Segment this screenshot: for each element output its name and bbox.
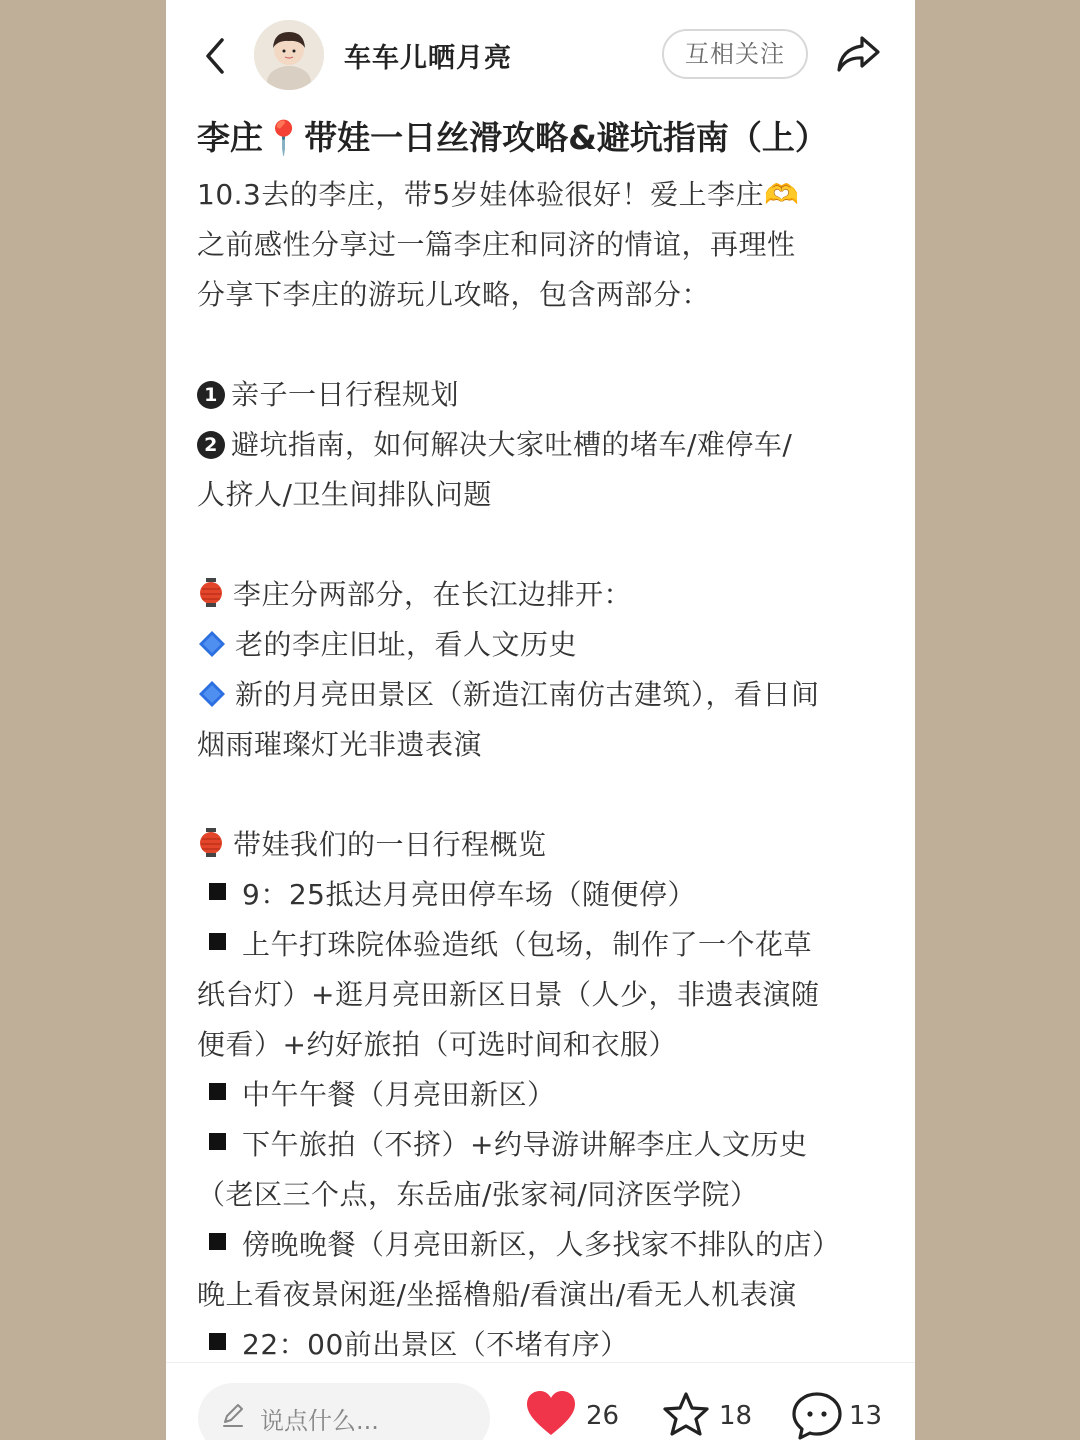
comment-input[interactable] <box>198 1383 490 1440</box>
favorite-button[interactable] <box>661 1391 771 1440</box>
list-item-text: 新的月亮田景区（新造江南仿古建筑），看日间 <box>235 678 820 711</box>
lantern-icon <box>197 827 225 859</box>
comment-count: 13 <box>849 1401 883 1431</box>
section-heading <box>197 570 887 620</box>
like-count: 26 <box>586 1401 620 1431</box>
blue-diamond-icon <box>197 629 227 659</box>
list-item <box>197 370 887 420</box>
spacer <box>197 320 887 370</box>
body-line: 人挤人/卫生间排队问题 <box>197 478 492 511</box>
number-one-badge: 1 <box>197 381 225 409</box>
heart-icon <box>526 1391 576 1437</box>
blue-diamond-icon <box>197 679 227 709</box>
number-two-badge: 2 <box>197 431 225 459</box>
list-item <box>197 1120 887 1170</box>
pen-icon <box>220 1401 246 1429</box>
list-item <box>197 1070 887 1120</box>
body-line: 晚上看夜景闲逛/坐摇橹船/看演出/看无人机表演 <box>197 1278 797 1311</box>
lantern-icon <box>197 577 225 609</box>
section-heading <box>197 820 887 870</box>
body-line: 10.3去的李庄，带5岁娃体验很好！爱上李庄🫶 <box>197 178 800 211</box>
list-item-text: 22：00前出景区（不堵有序） <box>242 1328 629 1361</box>
list-item-text: 避坑指南，如何解决大家吐槽的堵车/难停车/ <box>231 428 793 461</box>
list-item <box>197 870 887 920</box>
section-heading-text: 李庄分两部分，在长江边排开： <box>233 578 633 611</box>
follow-button[interactable]: 互相关注 <box>662 29 808 79</box>
bottom-action-bar <box>166 1362 915 1440</box>
list-item-text: 老的李庄旧址，看人文历史 <box>235 628 578 661</box>
list-item <box>197 670 887 720</box>
list-item <box>197 1220 887 1270</box>
share-icon[interactable] <box>834 32 882 76</box>
comment-placeholder: 说点什么... <box>260 1407 379 1435</box>
list-item-text: 9：25抵达月亮田停车场（随便停） <box>242 878 696 911</box>
username[interactable]: 车车儿晒月亮 <box>344 43 512 74</box>
post-screen <box>166 0 915 1440</box>
body-line: 便看）+约好旅拍（可选时间和衣服） <box>197 1028 677 1061</box>
section-heading-text: 带娃我们的一日行程概览 <box>233 828 547 861</box>
body-line: 分享下李庄的游玩儿攻略，包含两部分： <box>197 278 711 311</box>
black-square-icon <box>209 1233 226 1250</box>
body-line: 纸台灯）+逛月亮田新区日景（人少，非遗表演随 <box>197 978 820 1011</box>
body-line: 之前感性分享过一篇李庄和同济的情谊，再理性 <box>197 228 796 261</box>
list-item <box>197 920 887 970</box>
body-line: （老区三个点，东岳庙/张家祠/同济医学院） <box>197 1178 759 1211</box>
avatar[interactable] <box>254 20 324 90</box>
list-item-text: 中午午餐（月亮田新区） <box>242 1078 556 1111</box>
post-content <box>197 112 887 1370</box>
back-arrow-icon[interactable] <box>198 34 232 78</box>
avatar-image <box>254 20 324 90</box>
body-line: 烟雨璀璨灯光非遗表演 <box>197 728 483 761</box>
list-item-text: 亲子一日行程规划 <box>231 378 460 411</box>
post-header <box>166 0 915 110</box>
black-square-icon <box>209 883 226 900</box>
list-item <box>197 620 887 670</box>
favorite-count: 18 <box>719 1401 753 1431</box>
spacer <box>197 520 887 570</box>
list-item-text: 下午旅拍（不挤）+约导游讲解李庄人文历史 <box>242 1128 808 1161</box>
spacer <box>197 770 887 820</box>
like-button[interactable] <box>526 1391 636 1440</box>
list-item-text: 上午打珠院体验造纸（包场，制作了一个花草 <box>242 928 813 961</box>
comment-button[interactable] <box>791 1391 901 1440</box>
star-icon <box>661 1391 711 1439</box>
black-square-icon <box>209 1083 226 1100</box>
post-title: 李庄📍带娃一日丝滑攻略&避坑指南（上） <box>197 118 828 157</box>
list-item <box>197 420 887 470</box>
black-square-icon <box>209 1133 226 1150</box>
comment-bubble-icon <box>791 1391 843 1440</box>
black-square-icon <box>209 1333 226 1350</box>
black-square-icon <box>209 933 226 950</box>
list-item-text: 傍晚晚餐（月亮田新区，人多找家不排队的店） <box>242 1228 841 1261</box>
